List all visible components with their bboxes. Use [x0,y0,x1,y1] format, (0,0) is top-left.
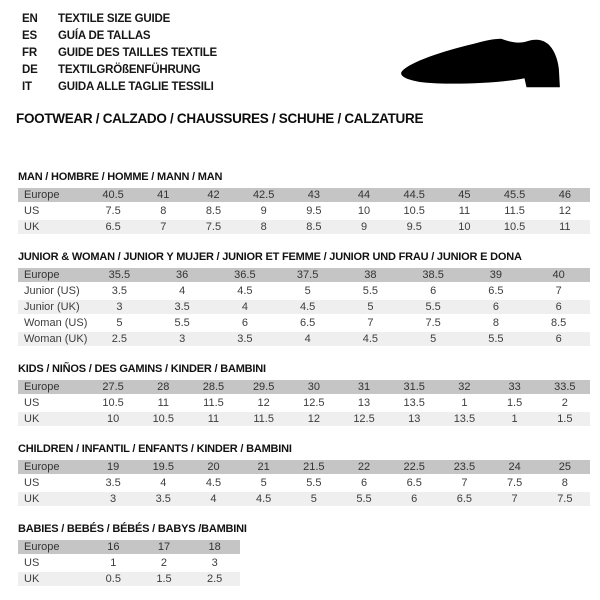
language-label: GUIDA ALLE TAGLIE TESSILI [58,80,214,93]
size-cell: 6 [402,284,465,300]
size-cell: 12.5 [339,412,389,428]
size-cell: 22 [339,460,389,476]
size-cell: 6 [389,492,439,508]
size-cell: 6.5 [389,476,439,492]
row-label: US [18,556,88,572]
size-cell: 21 [239,460,289,476]
size-cell: 10 [439,220,489,236]
size-cell: 3.5 [151,300,214,316]
size-cell: 8 [540,476,590,492]
size-cell: 6.5 [88,220,138,236]
section-kids [18,363,590,428]
row-label: US [18,396,88,412]
size-cell: 33 [490,380,540,396]
size-cell: 5 [339,300,402,316]
size-row [18,396,590,412]
size-cell: 7.5 [188,220,238,236]
size-cell: 2 [540,396,590,412]
size-cell: 5.5 [151,316,214,332]
size-cell: 21.5 [289,460,339,476]
size-cell: 20 [188,460,238,476]
size-row [18,492,590,508]
section-children [18,443,590,508]
row-label: UK [18,492,88,508]
section-title-man: MAN / HOMBRE / HOMME / MANN / MAN [18,171,223,183]
section-title-babies: BABIES / BEBÉS / BÉBÉS / BABYS /BAMBINI [18,523,247,535]
row-label: US [18,476,88,492]
size-cell: 1.5 [490,396,540,412]
size-cell: 32 [439,380,489,396]
language-label: GUÍA DE TALLAS [58,29,151,42]
size-cell: 3.5 [138,492,188,508]
size-cell: 42.5 [239,188,289,204]
size-table-children [18,460,590,508]
size-cell: 13 [339,396,389,412]
size-cell: 19 [88,460,138,476]
size-tables-area [0,171,600,588]
size-cell: 4 [214,300,277,316]
guide-header [0,0,600,126]
row-label: UK [18,412,88,428]
size-cell: 6.5 [276,316,339,332]
size-cell: 6 [339,476,389,492]
size-cell: 19.5 [138,460,188,476]
size-cell: 25 [540,460,590,476]
size-row [18,556,240,572]
size-cell: 41 [138,188,188,204]
size-table-babies [18,540,240,588]
language-label: TEXTILGRÖßENFÜHRUNG [58,63,201,76]
size-cell: 9 [339,220,389,236]
size-cell: 7 [439,476,489,492]
size-header-row [18,380,590,396]
dress-shoe-icon [398,23,570,99]
size-table-junior-woman [18,268,590,348]
size-cell: 8.5 [289,220,339,236]
size-cell: 3 [88,300,151,316]
size-cell: 3.5 [88,284,151,300]
size-row [18,316,590,332]
size-cell: 28 [138,380,188,396]
row-label: Junior (UK) [18,300,88,316]
size-cell: 4 [188,492,238,508]
size-cell: 17 [139,540,190,556]
section-title-junior-woman: JUNIOR & WOMAN / JUNIOR Y MUJER / JUNIOR ET FEMME / JUNIOR UND FRAU / JUNIOR E DONA [18,251,522,263]
size-cell: 10.5 [389,204,439,220]
size-cell: 9.5 [289,204,339,220]
language-code: DE [22,63,38,76]
size-cell: 24 [490,460,540,476]
size-cell: 10.5 [88,396,138,412]
size-cell: 44 [339,188,389,204]
size-row [18,332,590,348]
size-cell: 35.5 [88,268,151,284]
size-cell: 10.5 [138,412,188,428]
row-label: US [18,204,88,220]
size-cell: 22.5 [389,460,439,476]
size-cell: 31 [339,380,389,396]
size-cell: 23.5 [439,460,489,476]
size-cell: 8.5 [527,316,590,332]
size-cell: 0.5 [88,572,139,588]
size-cell: 1.5 [540,412,590,428]
size-row [18,412,590,428]
language-label: GUIDE DES TAILLES TEXTILE [58,46,217,59]
size-header-row [18,540,240,556]
size-cell: 3 [88,492,138,508]
size-header-row [18,460,590,476]
size-cell: 4 [138,476,188,492]
size-cell: 5.5 [339,284,402,300]
section-junior-woman [18,251,590,348]
size-cell: 11 [439,204,489,220]
size-cell: 40.5 [88,188,138,204]
size-cell: 39 [465,268,528,284]
size-cell: 40 [527,268,590,284]
size-cell: 6 [465,300,528,316]
size-cell: 11 [138,396,188,412]
row-label: Europe [18,188,88,204]
size-cell: 12 [289,412,339,428]
row-label: Europe [18,460,88,476]
size-cell: 6 [527,332,590,348]
row-label: Junior (US) [18,284,88,300]
language-code: EN [22,12,38,25]
size-cell: 5 [289,492,339,508]
size-row [18,284,590,300]
size-cell: 8.5 [188,204,238,220]
size-cell: 7 [490,492,540,508]
size-cell: 10.5 [490,220,540,236]
size-cell: 3.5 [88,476,138,492]
size-cell: 4.5 [276,300,339,316]
size-cell: 45.5 [490,188,540,204]
size-cell: 46 [540,188,590,204]
size-cell: 12 [540,204,590,220]
size-row [18,572,240,588]
size-cell: 38 [339,268,402,284]
size-cell: 1 [88,556,139,572]
size-cell: 28.5 [188,380,238,396]
language-code: FR [22,46,37,59]
size-cell: 11.5 [490,204,540,220]
size-cell: 7 [138,220,188,236]
size-cell: 5 [402,332,465,348]
size-cell: 3 [189,556,240,572]
size-cell: 12.5 [289,396,339,412]
size-cell: 6 [214,316,277,332]
row-label: Europe [18,268,88,284]
size-cell: 8 [239,220,289,236]
size-cell: 13.5 [389,396,439,412]
size-cell: 10 [88,412,138,428]
size-cell: 4.5 [239,492,289,508]
size-cell: 7.5 [540,492,590,508]
size-row [18,220,590,236]
size-cell: 37.5 [276,268,339,284]
size-table-kids [18,380,590,428]
row-label: Woman (UK) [18,332,88,348]
size-cell: 27.5 [88,380,138,396]
size-cell: 43 [289,188,339,204]
section-title-children: CHILDREN / INFANTIL / ENFANTS / KINDER / BAMBINI [18,443,292,455]
size-cell: 7.5 [490,476,540,492]
size-cell: 5.5 [465,332,528,348]
size-cell: 18 [189,540,240,556]
row-label: UK [18,572,88,588]
section-title-kids: KIDS / NIÑOS / DES GAMINS / KINDER / BAMBINI [18,363,266,375]
size-cell: 7.5 [88,204,138,220]
size-cell: 36 [151,268,214,284]
size-cell: 30 [289,380,339,396]
size-cell: 9 [239,204,289,220]
size-cell: 6.5 [465,284,528,300]
row-label: Europe [18,540,88,556]
size-cell: 44.5 [389,188,439,204]
size-cell: 3.5 [214,332,277,348]
size-cell: 2.5 [189,572,240,588]
size-cell: 29.5 [239,380,289,396]
size-cell: 3 [151,332,214,348]
size-cell: 5.5 [402,300,465,316]
size-cell: 5.5 [339,492,389,508]
size-cell: 11 [188,412,238,428]
size-cell: 7 [527,284,590,300]
size-cell: 5 [88,316,151,332]
size-cell: 7 [339,316,402,332]
size-cell: 7.5 [402,316,465,332]
section-man [18,171,590,236]
size-cell: 11.5 [239,412,289,428]
size-row [18,300,590,316]
size-cell: 12 [239,396,289,412]
size-cell: 2 [139,556,190,572]
size-cell: 6 [527,300,590,316]
row-label: Woman (US) [18,316,88,332]
size-cell: 8 [138,204,188,220]
size-cell: 16 [88,540,139,556]
size-cell: 5.5 [289,476,339,492]
size-cell: 5 [276,284,339,300]
size-cell: 5 [239,476,289,492]
size-cell: 10 [339,204,389,220]
size-header-row [18,188,590,204]
section-babies [18,523,590,588]
language-label: TEXTILE SIZE GUIDE [58,12,171,25]
size-cell: 9.5 [389,220,439,236]
size-table-man [18,188,590,236]
size-cell: 2.5 [88,332,151,348]
row-label: Europe [18,380,88,396]
row-label: UK [18,220,88,236]
language-code: IT [22,80,32,93]
size-cell: 11 [540,220,590,236]
size-cell: 4.5 [214,284,277,300]
size-cell: 1 [439,396,489,412]
size-cell: 38.5 [402,268,465,284]
size-cell: 11.5 [188,396,238,412]
category-title: FOOTWEAR / CALZADO / CHAUSSURES / SCHUHE / CALZATURE [16,111,424,126]
size-row [18,476,590,492]
size-cell: 45 [439,188,489,204]
size-cell: 4.5 [188,476,238,492]
size-cell: 13.5 [439,412,489,428]
size-cell: 33.5 [540,380,590,396]
size-cell: 1 [490,412,540,428]
language-code: ES [22,29,37,42]
size-cell: 31.5 [389,380,439,396]
size-cell: 8 [465,316,528,332]
size-header-row [18,268,590,284]
size-row [18,204,590,220]
size-cell: 42 [188,188,238,204]
size-cell: 4 [151,284,214,300]
size-cell: 4.5 [339,332,402,348]
size-cell: 36.5 [214,268,277,284]
size-cell: 13 [389,412,439,428]
size-cell: 4 [276,332,339,348]
size-cell: 6.5 [439,492,489,508]
size-cell: 1.5 [139,572,190,588]
